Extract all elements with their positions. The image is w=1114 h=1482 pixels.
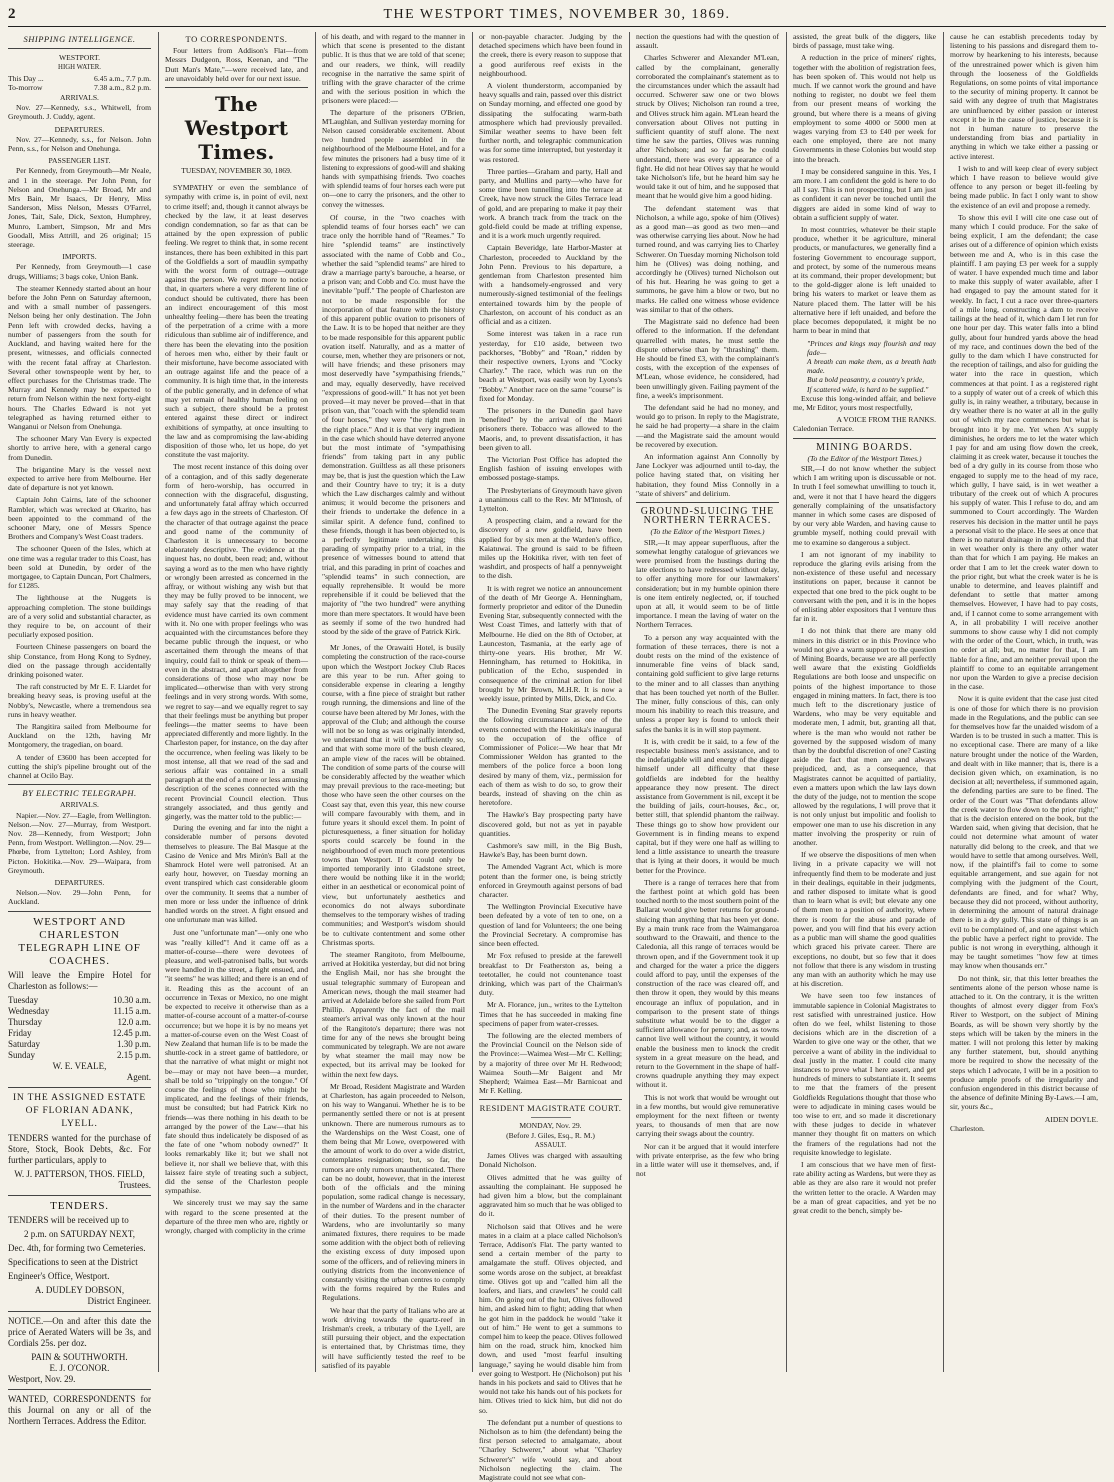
divider (8, 784, 151, 785)
court-para: Olives admitted that he was guilty of assaulting the complainant. He supposed he had given him a blow, but the complainant aggravated him so much that he was obliged to do it. (479, 1172, 622, 1219)
tenders-line: TENDERS will be received up to (8, 1214, 129, 1225)
shipping-para: The lighthouse at the Nuggets is approaching completion. The stone buildings are of a very solid and substantial character, as they require to be, on account of their peculiarly exposed position. (8, 593, 151, 640)
letter-para: I am not ignorant of my inability to reproduce the glaring evils arising from the non-existence of these useful and necessary institutions on paper, because it cannot be expected that one bred to the pick ought to be conversant with the pen, and it is in the hopes of enlisting abler expositors that I venture thus far in it. (793, 549, 936, 624)
court-para: The Magistrate said no defence had been offered to the information. If the defendant quarrelled with mates, he must settle the dispute otherwise than by "thrashing" them. He should be fined £3, with the complainant's costs, with the exception of the expenses of M'Lean, whose evidence, he considered, had been unwillingly given. Failing payment of the fine, a week's imprisonment. (636, 317, 779, 400)
passenger-label: PASSENGER LIST. (48, 156, 111, 166)
article-para: Of course, in the "two coaches with splendid teams of four horses each" we can trace only the horrible hand of "Reames." To hire "splendid teams" are instinctively associated with the name of Cobb and Co., whether the said "splendid teams" are hired to draw a marriage party's barouche, a hearse, or a prison van; and Cobb and Co. must have the inevitable "puff." The people of Charleston are not to be made responsible for the incorporation of that feature with the history of this apparent public ovation to prisoners of the Law. It is to be hoped that neither are they to be made responsible for this apparent public ovation itself. Naturally, and as a matter of course, men, whether they are prisoners or not, will have friends; and these prisoners may most deservedly have "sympathising friends," and may, equally deservedly, have received "expressions of good-will." It has not yet been proved—it may never be proved—that in that prison van, that "coach with the splendid team of four horses," they were "the right men in the right place." And it is that very ingredient in the case which should have deterred anyone but the most intimate of "sympathising friends" from taking part in any public demonstration. Guiltless as all these prisoners may be, that is just the question which the Law and their Country have to try; it is a duty which the Law discharges calmly and without animus; it would become the prisoners and their friends to undertake the defence in a similar spirit. A defence fund, confined to these friends, though it has been objected to, is a perfectly legitimate undertaking; this parading of sympathy prior to a trial, in the presence of witnesses bound to attend that trial, and this parading in print of coaches and "splendid teams" in such connection, are equally reprehensible. It would be more reprehensible if it could be believed that the majority of "the two hundred" were anything more than mere spectators. It would have been as seemly if some of the two hundred had stood by the side of the grave of Patrick Kirk. (322, 212, 465, 636)
letter-para: assisted, the great bulk of the diggers, like birds of passage, must take wing. (793, 32, 936, 51)
divider (479, 1099, 622, 1100)
divider (165, 87, 308, 88)
article-para: Captain Beveridge, late Harbor-Master at Charleston, proceeded to Auckland by the John Penn. Previous to his departure, a gentleman from Charleston presented him with a handsomely-engrossed and very numerously-signed testimonial of the feelings entertained towards him by the people of Charleston, on account of his conduct as an official and as a citizen. (479, 243, 622, 327)
column-rule (472, 32, 473, 1372)
aerated-firm: PAIN & SOUTHWORTH. (31, 1351, 128, 1362)
column-7 (950, 32, 1098, 1372)
letter-para: Excuse this long-winded affair, and believe me, Mr Editor, yours most respectfully, (793, 393, 936, 412)
court-para: The defendant said he had no money, and would go to prison. In reply to the Magistrate, he said he had property—a share in the claim—and the Magistrate said the amount would be recovered by execution. (636, 402, 779, 449)
coaches-signature: W. E. VEALE, (52, 1060, 107, 1071)
article-para: We hear that the party of Italians who are at work driving towards the quartz-reef in Irishman's creek, a tributary of the Lyell, are still pursuing their object, and the expectation is entertained that, by Christmas time, they will have sufficiently tested the reef to be satisfied of its payable (322, 1305, 465, 1370)
article-para: The Victorian Post Office has adopted the English fashion of issuing envelopes with embossed postage-stamps. (479, 454, 622, 483)
editorial-para: We sincerely trust we may say the same with regard to the scene presented at the departure of the three men who are, rightly or wrongly, charged with complicity in the crime (165, 1198, 308, 1235)
letter-place: Charleston. (950, 1123, 985, 1133)
article-para: of his death, and with regard to the manner in which that scene is presented to the distant public. It is thus that we are told of that scene; and our readers, we think, will readily recognise in the narrative the same spirit of trifling with the grave character of the crime and with the serious position in which the prisoners were placed:— (322, 32, 465, 106)
imports-label: IMPORTS. (62, 252, 97, 262)
letter-para: SIR,—I do not know whether the subject which I am writing upon is discussable or not. In truth I feel somewhat unwilling to touch it, and, were it not that I have heard the diggers generally complaining of the unsatisfactory manner in which some cases are disposed of by our very able Warden, and having cause to grumble myself, nothing could prevail with me to examine so dangerous a subject. (793, 463, 936, 547)
shipping-para: The schooner Mary Van Every is expected shortly to arrive here, with a general cargo from Dunedin. (8, 434, 151, 462)
article-para: Mr Broad, Resident Magistrate and Warden at Charleston, has again proceeded to Nelson, on his way to Wanganui. Whether he is to be permanently settled there or not is at present unknown. There are numerous rumours as to the Wardenships on the West Coast, one of them being that Mr Lowe, overpowered with the amount of work to do over a wide district, contemplates resignation; but, so far, the rumors are only rumors unauthenticated. There can be no doubt, however, that in the interest both of the officials and the mining population, some radical change is necessary, in the number of Wardens and in the character of their duties. To the present number of Wardens, who are involuntarily so many animated fixtures, there requires to be made some addition with the object both of relieving the existing excess of duty imposed upon some of the officers, and of relieving miners in outlying districts from the inconvenience of constantly visiting the urban centres to comply with the forms required by the Rules and Regulations. (322, 1081, 465, 1303)
verse-line: If scattered wide, is hard to be supplied." (807, 384, 929, 394)
coaches-role: Agent. (126, 1071, 151, 1082)
article-para: The Amended Vagrant Act, which is more potent than the former one, is being strictly enforced in Greymouth against persons of bad character. (479, 862, 622, 900)
aerated-body: NOTICE.—On and after this date the price of Aerated Waters will be 3s, and Cordials 25s. per doz. (8, 1315, 151, 1348)
telegraph-arrivals: Napier.—Nov. 27—Eagle, from Wellington. Nelson.—Nov. 27—Murray, from Westport. Nov. 28—Kennedy, from Westport; John Penn, from Westport. Wellington.—Nov. 29—Phœbe, from Lyttelton; Lord Ashley, from Picton. Hokitika.—Nov. 29—Waipara, from Greymouth. (8, 810, 151, 875)
article-para: The Presbyterians of Greymouth have given a unanimous call to the Rev. Mr M'Intosh, of Lyttelton. (479, 485, 622, 513)
court-before: (Before J. Giles, Esq., R. M.) (506, 1130, 595, 1140)
telegraph-heading: BY ELECTRIC TELEGRAPH. (22, 788, 137, 799)
court-para: Charles Schwerer and Alexander M'Lean, called by the complainant, generally corroborated the complainant's statement as to the circumstances under which the assault had occurred. Schwerer saw one or two blows struck by Olives; Nicholson ran round a tree, and Olives struck him again. M'Lean heard the conversation about Olives not putting in sufficient quantity of stuff alone. The next time he saw the parties, Olives was running after Nicholson; and so far as he could understand, there was every appearance of a fight. He did not hear Olives say that he would take Nicholson's life, but he heard him say he would take it out of him, and he supposed that meant that he would give him a good hiding. (636, 53, 779, 201)
verse-line: A breath can make them, as a breath hath made. (807, 356, 936, 376)
divider (793, 438, 936, 439)
tenders-ad-title: TENDERS. (50, 1199, 109, 1212)
article-para: The prisoners in the Dunedin gaol have "benefited" by the arrival of the Maori prisoners there. Tobacco was allowed to the Maoris, and, to prevent dissatisfaction, it has been given to all. (479, 405, 622, 452)
passenger-text: Per Kennedy, from Greymouth—Mr Neale, and 1 in the steerage. Per John Penn, for Nelson and Onehunga.—Mr Broad, Mr and Mrs Bain, Mr Isaacs, Dr Henry, Miss Sanderson, Miss Nelson, Messrs O'Farrel, Jones, Tait, Sale, Dick, Sexton, Humphrey, Munro, Lambert, Simpson, Mr and Mrs Goodall, Miss Attrill, and 26 original; 15 steerage. (8, 166, 151, 250)
tenders-signature: A. DUDLEY DOBSON, (34, 1284, 125, 1295)
column-rule (315, 32, 316, 1372)
table-row: Friday 12.45 p.m. (8, 1027, 151, 1038)
port-label: WESTPORT. (59, 53, 100, 63)
coaches-ad (8, 970, 151, 1083)
correspondents-text: Four letters from Addison's Flat—from Messrs Dudgeon, Ross, Keenan, and "The Dutt Man's Mate,"—were received late, and are unavoidably held over for our next issue. (165, 46, 308, 83)
letter-para: Nor can it be argued that it would interfere with private enterprise, as the few who bring in a little water will use it themselves, and, if not (636, 1141, 779, 1179)
letter-para: There is a range of terraces here that from the farthest point at which gold has been touched north to the most southern point of the Ballarat would give better returns for ground-sluicing than anything that has been yet done. By a main trunk race from the Waimangaroa southward to the Orawaiti, and thence to the Caledonia, all this range of terraces would be thrown open, and if the Government took it up and charged for the water a price the diggers could afford to pay, until the expenses of the construction of the race was cleared off, and then throw it open, they would by this means encourage an influx of population, and in comparison to the present state of things substitute what would be to the digger a sufficient allowance for penury; and, as towns cannot live well without the country, it would enable the business men to knock the credit system in a great measure on the head, and return to the Government in the shape of half-crowns quadruple anything they may expect without it. (636, 877, 779, 1090)
column-4 (479, 32, 622, 1482)
column-rule (629, 32, 630, 1372)
article-para: The Wellington Provincial Executive have been defeated by a vote of ten to one, on a question of land for Volunteers; the one being the Provincial Secretary. A compromise has since been effected. (479, 902, 622, 949)
divider (8, 48, 151, 49)
letter-signature: AIDEN DOYLE. (1044, 1114, 1098, 1124)
article-para: The following are the elected members of the Provincial Council on the Nelson side of the Province:—Waimea West—Mr C. Kelling; by a majority of three over Mr H. Redwood; Waimea South—Mr Baigent and Mr Shepherd; Waimea East—Mr Barnicoat and Mr F. Kelling. (479, 1030, 622, 1096)
masthead-title: THE WESTPORT TIMES, NOVEMBER 30, 1869. (383, 7, 731, 22)
table-row: Saturday 1.30 p.m. (8, 1038, 151, 1049)
article-para: The steamer Rangitoto, from Melbourne, arrived at Hokitika yesterday, but did not bring the English Mail, nor has she brought the usual telegraphic summary of European and American news, though the mail steamer had arrived at Adelaide before she sailed from Port Phillip. Apparently the fact of the mail steamer's arrival was only known at the hour of the Rangitoto's departure; there was not time for any of the news she brought being communicated by telegraph. We are not aware by what steamer the mail may now be expected, but its arrival may be looked for within the next few days. (322, 949, 465, 1079)
coaches-intro: Will leave the Empire Hotel for Charleston as follows:— (8, 969, 151, 991)
letter-para: I do not think that there are many old miners in this district or in this Province who would not give a warm support to the question of Mining Boards, because we are all perfectly well aware that the existing Goldfields Regulations are both loose and unspecific on points of the highest importance to those engaged in mining matters. In fact, there is too much left to the discretionary justice of Wardens, who may be very equitable and moderate men, I admit, but, granting all that, where is the man who would not rather be governed by the supposed wisdom of many than by the doubtful discretion of one? Casting aside the fact that men are and always prejudiced, and, as a consequence, that Magistrates cannot be acquitted of partiality, even a matters upon which the law lays down the duty of the judge, not to mention the scope allowed by the regulations, I will prove that it is not only unjust but impolitic and foolish to empower one man to use his discretion in any matter involving the prosperity or ruin of another. (793, 626, 936, 848)
letter-para: SIR,—It may appear superfluous, after the somewhat lengthy catalogue of grievances we were promised from the hustings during the late elections to have redressed without delay, to offer anything more for our lawmakers' consideration; but in my humble opinion there is one item entirely neglected, or, if touched upon at all, it would seem to be of little importance. I mean the laving of water on the Northern Terraces. (636, 537, 779, 630)
letter-heading: GROUND-SLUICING THE NORTHERN TERRACES. (640, 505, 775, 527)
letter-para: I am conscious that we have men of first-rate ability acting as Wardens, but were they as able as they are also rare it would not prefer the written letter to the oracle. A Warden may be a man of great capacities, and yet be no great credit to the bench, simply be- (793, 1159, 936, 1215)
shipping-para: The steamer Kennedy started about an hour before the John Penn on Saturday afternoon, and with a small number of passengers. Nelson being her only destination. The John Penn left with crowded decks, having a number of passengers from the south for Auckland, and having waited here for the present, witnesses, and officials connected with the recent fatal affray at Charleston. Several other townspeople went by her, to effect purchases for the Christmas trade. The Murray and Kennedy may be expected to return from Nelson within the next forty-eight hours. The Charles Edward is not yet telegraphed as having returned either to Wanganui or Nelson from Onehunga. (8, 283, 151, 431)
wanted-body: WANTED, CORRESPONDENTS for this Journal on any or all of the Northern Terraces. Address the Editor. (8, 1393, 151, 1426)
letter-para: We have seen too few instances of immutable sapience in Colonial Magistrates to rest satisfied with unrestrained justice. How often do we feel, whilst listening to those decisions which are in the discretion of a Warden to give one way or the other, that we perceive a want of ability in the individual to deal justly in the matter. I could cite many instances to prove what I here assert, and get hundreds of miners to substantiate it. It seems to me that the framers of the present Goldfields Regulations thought that those who were to adjudicate in mining cases would be too wise to err, and so made it discretionary with these judges to decide in whatever manner they thought fit on matters on which the framers of the regulations had not the requisite knowledge to legislate. (793, 991, 936, 1157)
article-para: Mr Fox refused to preside at the farewell breakfast to Dr Featherston as, being a teetotaller, he could not countenance toast drinking, which was part of the Chairman's duty. (479, 951, 622, 998)
high-water-label: HIGH WATER. (58, 64, 101, 72)
table-row: Tuesday 10.30 a.m. (8, 994, 151, 1005)
letter-para: To a person any way acquainted with the formation of these terraces, there is not a doubt rests on the mind of the existence of innumerable fine veins of black sand, containing gold sufficient to give large returns to the miner and to all classes than anything that has been touched yet north of the Buller. The miner, fully conscious of this, can only mourn his inability to reach this treasure, and unless a proper key is found to unlock their safes the banks it is in will stop payment. (636, 632, 779, 734)
article-para: Some interest was taken in a race run yesterday, for £10 aside, between two packhorses, "Bobby" and "Roan," ridden by their respective owners, Lyons and "Cocky Charley." The race, which was run on the beach at Westport, was easily won by Lyons's "Bobby." Another race on the same "course" is fixed for Monday. (479, 329, 622, 403)
estate-ad-title: IN THE ASSIGNED ESTATE OF FLORIAN ADANK, LYELL. (12, 1092, 147, 1129)
telegraph-departures-label: DEPARTURES. (54, 878, 105, 888)
letter-para: I wish to and will keep clear of every subject which I have reason to believe would give offence to any person or beget ill-feeling by being made public. In fact I only want to show the existence of an evil and propose a remedy. (950, 163, 1098, 210)
shipping-para: The brigantine Mary is the vessel next expected to arrive here from Melbourne. Her date of departure is not yet known. (8, 464, 151, 493)
coaches-ad-title: WESTPORT AND CHARLESTON TELEGRAPH LINE OF COACHES. (18, 915, 141, 967)
article-para: The Dunedin Evening Star gravely reports the following circumstance as one of the events connected with the Hokitika's inaugural to the occupation of the office of Commissioner of Police:—We hear that Mr Commissioner Weldon has granted to the members of the police force a boon long desired by many of them, viz., permission for each of them as wish to do so, to grow their beards, instead of shaving on the chin as heretofore. (479, 706, 622, 808)
court-para: The defendant statement was that Nicholson, a while ago, spoke of him (Olives) as a good man—as good as two men—and was otherwise carrying lies about. Now he had turned round, and was carrying lies to Charley Schwerer. On Tuesday morning Nicholson told him he (Olives) was doing nothing, and accordingly he (Olives) turned Nicholson out of his hut. Hearing he was going to get a summons, he gave him a blow or two, but no marks. He called one witness whose evidence was similar to that of the others. (636, 203, 780, 314)
divider (374, 639, 414, 640)
letter-signature: A VOICE FROM THE RANKS. (836, 415, 936, 425)
departures-text: Nov. 27—Kennedy, s.s., for Nelson. John Penn, s.s., for Nelson and Onehunga. (8, 134, 151, 154)
estate-role: Trustees. (118, 1179, 151, 1190)
court-date: MONDAY, Nov. 29. (519, 1120, 582, 1130)
letter-para: A reduction in the price of miners' rights, together with the abolition of registration fees, has been spoken of. This would not help us much. If we cannot work the ground and have nothing to register, no doubt we feel them from our present means of working the ground, but where there is a means of giving employment to some 4000 or 5000 men at wages varying from £3 to £40 per week for each one employed, there are not many Governments in these Colonies but would step into the breach. (793, 53, 936, 164)
estate-body: TENDERS wanted for the purchase of Store, Stock, Book Debts, &c. For further particulars, apply to (8, 1132, 151, 1165)
telegraph-departures: Nelson.—Nov. 29—John Penn, for Auckland. (8, 888, 151, 907)
tenders-ad (8, 1215, 151, 1307)
table-row: This Day ... 6.45 a.m., 7.7 p.m. (8, 73, 151, 83)
verse-quote (793, 339, 936, 394)
telegraph-arrivals-label: ARRIVALS. (60, 800, 99, 810)
divider (8, 1311, 151, 1312)
column-1 (8, 32, 151, 1426)
tenders-line: Engineer's Office, Westport. (8, 1270, 110, 1281)
divider (8, 911, 151, 912)
column-6 (793, 32, 936, 1372)
aerated-dateline: Westport, Nov. 29. (8, 1373, 76, 1384)
coach-schedule (8, 995, 151, 1061)
article-para: A prospecting claim, and a reward for the discovery of a new goldfield, have been applied for by six men at the Warden's office, Kaiatuwai. The ground is said to be fifteen miles up the Hokitika river, with ten feet of washdirt, and prospects of half a pennyweight to the dish. (479, 516, 622, 581)
court-para: An information against Ann Connolly by Jane Lockyer was adjourned until to-day, the police having stated that, on visiting her habitation, they found Miss Connolly in a "state of shivers" and delirium. (636, 451, 779, 498)
shipping-para: The Rangitira sailed from Melbourne for Auckland on the 12th, having Mr Montgomery, the tragedian, on board. (8, 722, 151, 750)
editorial-para: Just one "unfortunate man"—only one who was "really killed"! And it came off as a matter-of-course—there were devotees of pleasure, and well-patronised balls, but words were handled in the street, a fight ensued, and "it seems" he was killed; and there is an end of it. Reading this as the account of an occurrence in Texas or Mexico, no one might be expected to receive it otherwise than as a matter-of-course account of a matter-of-course occurrence; but we hope it is by no means yet a matter-of-course even on the West Coast of New Zealand that human life is to be made the shuttle-cock in a street game of battledore, or that the narrative of what might or might not be—may or may not have been—a murder, shall be told so "trippingly on the tongue." Of course the feelings of those who might be implicated, and the feelings of their friends, must be consulted; but had Patrick Kirk no friends—was there nothing in his death to be arranged by the power of the Law—that his fate should thus indelicately be disposed of as the fate of one "whom nobody owned?" It looks remarkably like it; but we shall not believe it, nor shall we believe that, with this laissez faire style of treating such a subject, did the sense of the Charleston people sympathise. (165, 928, 308, 1196)
column-rule (158, 32, 159, 1372)
editorial-para: SYMPATHY or even the semblance of sympathy with crime is, in point of evil, next to crime itself; and, though it cannot always be checked by the law, it at least deserves condign condemnation, so far as that can be attained by the open expression of public feeling. We regret to think that, in some recent instances, there has been exhibited in this part of the Goldfields a sort of maudlin sympathy with the worst form of outrage—outrage against the person. We regret more to notice that, in quarters where a very different line of conduct should be cultivated, there has been an indirect encouragement of this most unhealthy feeling—there has been the treating of the perpetration of a crime with a more ridiculous than sublime air of indifference, and there has been the elevating into the position of heroes men who, either by their fault or their misfortune, have become associated with an outrage against life and the peace of a community. It is high time that, in the interests of the public generally, and in defence of what may yet remain of healthy human feeling on such a subject, there should be a protest entered against these direct or indirect exhibitions of sympathy, at once insulting to the law and as compromising the law-abiding disposition of those who, let us hope, do yet constitute the vast majority. (165, 183, 308, 460)
letter-para: This is not work that would be wrought out in a few months, but would give remunerative employment for the next fifteen or twenty years, to thousands of men that are now carrying their swags about the country. (636, 1092, 779, 1139)
divider (636, 502, 779, 503)
shipping-para: The raft constructed by Mr E. F. Liardet for breaking heavy seas, is proving useful at the Nobby's, Newcastle, where a tremendous sea runs in heavy weather. (8, 682, 151, 719)
letter-para: I may be considered sanguine in this. Yes, I am more. I am confident the gold is here to do all I say. This is not prospecting, but I am just as confident it can never be touched until the diggers are aided in some kind of way to obtain a sufficient supply of water. (793, 166, 936, 222)
correspondents-heading: TO CORRESPONDENTS. (185, 34, 288, 44)
letter-para: cause he can establish precedents today by listening to his passions and disregard them to-morrow by hearkening to his interests, because of the unrestrained power which is given him through the looseness of the Goldfields Regulations, on some points of vital importance to the security of mining property. It cannot be said with any degree of truth that Magistrates are uninfluenced by either passion or interest except it be in the cause of justice, because it is not in human nature to preserve the understanding from bias and partiality in anything in which we take either a passing or active interest. (950, 32, 1098, 161)
column-2 (165, 32, 308, 1372)
page-masthead (8, 6, 1106, 27)
newspaper-page (8, 6, 1106, 1482)
divider (217, 179, 257, 180)
aerated-ad (8, 1316, 151, 1385)
letter-place: Caledonian Terrace. (793, 424, 854, 434)
departures-label: DEPARTURES. (54, 124, 105, 134)
article-quote: The departure of the prisoners O'Brien, M'Laughlan, and Sullivan yesterday morning for Nelson caused considerable excitement. About two hundred people assembled in the neighbourhood of the Melbourne Hotel, and for a few minutes the prisoners had a busy time of it listening to expressions of good-will and shaking hands with sympathising friends. Two coaches with splendid teams of four horses each were put on—one to carry the prisoners, and the other to convey the witnesses. (322, 108, 465, 209)
tenders-line: 2 p.m. on SATURDAY NEXT, (24, 1228, 135, 1239)
letter-para: Do not think, sir, that this letter breathes the sentiments alone of the person whose name is attached to it. On the contrary, it is the written thoughts of almost every digger from Fox's River to Westport, on the subject of Mining Boards, as will be shown very shortly by the steps which will be taken by the miners in the matter. I will not prolong this letter by making any further statement, but, should anything more be required to show the necessity of the steps which I advocate, I will be in a position to produce ample proofs of the irregularity and confusion engendered in this district because of the absence of definite Mining By-Laws.—I am, sir, yours &c., (950, 973, 1098, 1112)
arrivals-label: ARRIVALS. (60, 93, 99, 103)
column-3 (322, 32, 465, 1372)
editorial-dateline: TUESDAY, NOVEMBER 30, 1869. (181, 166, 292, 176)
column-rule (786, 32, 787, 1372)
column-rule (943, 32, 944, 1372)
shipping-para: The schooner Queen of the Isles, which at one time was a regular trader to this Coast, has been sold at Dunedin, by order of the mortgagee, to Captain Duncan, Port Chalmers, for £1285. (8, 544, 151, 591)
shipping-para: Fourteen Chinese passengers on board the ship Constance, from Hong Kong to Sydney, died on the passage through accidentally drinking poisoned water. (8, 642, 151, 679)
table-row: Sunday 2.15 p.m. (8, 1049, 151, 1060)
estate-ad (8, 1133, 151, 1191)
wanted-ad (8, 1394, 151, 1427)
estate-names: W. J. PATTERSON, THOS. FIELD, (14, 1168, 145, 1179)
column-5 (636, 32, 779, 1372)
page-number: 2 (8, 6, 16, 22)
shipping-para: Captain John Cairns, late of the schooner Rambler, which was wrecked at Okarito, has been appointed to the command of the schooner Mary, one of Messrs Spence Brothers and Company's West Coast traders. (8, 495, 151, 542)
newspaper-nameplate: The Westport Times. (184, 92, 289, 165)
article-para: Mr Jones, of the Orawaiti Hotel, is busily completing the construction of the race-course upon which the Westport Jockey Club Races are this year to be run. After going to considerable expense in clearing a lengthy course, with a fine piece of straight but rather rough running, the dimensions and line of the course have been altered by Mr Jones, with the approval of the Club; and although the course will not be so long as was originally intended, we understand that it will be sufficiently so, and that with some more of the bush cleared, an ample view of the races will be obtained. The condition of some parts of the course will be considerably affected by the weather which may prevail previous to the race-meeting; but those who have seen the other courses on the Coast say that, even this year, this new course will compare favourably with them, and in future years it should excel them. In point of picturesqueness, a finer situation for holiday sports could scarcely be found in the neighbourhood of even much more pretentious towns than Westport. If it could only be imported temporarily into Gladstone street, there would be nothing like it in the world; either in an aesthetical or economical point of view, but unfortunately aesthetics and economics do not always subordinate themselves to the temporary wishes of trading communities; and Westport's wisdom should be to cultivate contentment and some other Christmas sports. (322, 643, 465, 947)
letter-para: To show this evil I will cite one case out of many which I could produce. For the sake of being explicit, I am the defendant; the case arises out of a difference of opinion which exists between me and A, who is in this case the plaintiff. I am paying £3 per week for a supply of water. I have expended much time and labor to make this supply of water available, after I had engaged to pay the amount stated for it weekly. In fact, I cut a race over three-quarters of a mile long, constructing a dam to receive tailings at the head of it, which dam I let run for one hour per day. This water falls into a blind gully, about four hundred yards above the head of my race, and continues down the bed of the gully to the dam which I have constructed for the reception of tailings, and also for guiding the water into the race in question, which commences at that point. I as a registered right to a supply of water out of a creek of which this gully is, in rainy weather, a tributary, because in dry weather there is no water at all in the gully out of which my race commences but what is brought into it by me. Yet when A's supply diminishes, he orders me to let the water which I pay for and am using flow down the creek, claiming it as creek water, because it touches the bed of a dry gully in its course from those who engaged to supply me to the head of my race, which gully, I have said, is in wet weather a tributary of the creek out of which A procures his supply of water. This I refuse to do, and am summoned to Court accordingly. The Warden reserves his decision in the matter until he pays a personal visit to the place. He sees at once that there is no natural drainage in the gully, and that in wet weather only is there any other water than that for which I am paying. He makes an order that I am to let the creek water down to the prior right, but what the creek water is he is unable to determine, and leaves plaintiff and defendant to settle that matter among themselves. However, I have had to pay costs, and, if I cannot come to some arrangement with A, in all probability I will receive another summons to show cause why I did not comply with the order of the Court, which, in truth, was no order at all; but, no matter for that, I am liable for a fine, and am neither prevail upon the plaintiff to come to an equitable arrangement nor upon the Warden to give a precise decision in the case. (950, 212, 1098, 692)
assault-label: ASSAULT. (534, 1141, 567, 1149)
letter-para: It is, with credit be it said, to a few of the respectable business men's assistance, and to the indefatigable will and energy of the digger himself under all difficulty that these goldfields are indebted for the healthy appearance they now present. The direct assistance from Government is nil, except it be the building of jails, court-houses, &c., or, better still, that splendid phantom the railway. These things go to show how provident our Government is in finding means to expend capital, but if they were one half as willing to lend a little assistance to unearth the treasure that is lying at their doors, it would be much better for the Province. (636, 736, 779, 875)
court-para: Nicholson said that Olives and he were mates in a claim at a place called Nicholson's Terrace, Addison's Flat. The party wanted to send a certain member of the party to amalgamate the stuff. Olives objected, and some words arose on the subject, at breakfast time. Olives got up and "called him all the loafers, and liars, and crawlers" he could call him. On going out of the hut, Olives followed him, and asked him to fight; adding that when he got him in the paddock he would "take it out of him." He went to get a summons to compel him to keep the peace. Olives followed him on the road, struck him, knocked him down, and used "most fearful insulting language," saying he would disable him from ever going to Westport. He (Nicholson) put his hands in his pockets and said to Olives that he would not take his hands out of his pockets for him. Olives tried to kick him, but did not do so. (479, 1221, 622, 1415)
aerated-agent: E. J. O'CONOR. (49, 1362, 110, 1373)
verse-line: "Princes and kings may flourish and may fade— (807, 338, 936, 357)
high-water-table (8, 74, 151, 92)
article-para: Mr A. Florance, jun., writes to the Lyttelton Times that he has succeeded in making fine specimens of paper from water-cresses. (479, 1000, 622, 1028)
table-row: Thursday 12.0 a.m. (8, 1016, 151, 1027)
mining-addressee: (To the Editor of the Westport Times.) (807, 453, 922, 463)
editorial-quote: During the evening and far into the night a considerable number of persons devoted themselves to pleasure. The Bal Masque at the Casino de Venice and Mrs Mirón's Ball at the Shamrock Hotel were well patronised. At an early hour, however, on Tuesday morning an event transpired which cast considerable gloom over the community. It seems that a number of men more or less under the influence of drink handled words on the street. A fight ensued and one unfortunate man was killed. (165, 824, 308, 925)
verse-line: But a bold peasantry, a country's pride, (807, 375, 924, 385)
article-para: It is with regret we notice an announcement of the death of Mr George A. Henningham, formerly proprietor and editor of the Dunedin Evening Star, subsequently connected with the West Coast Times, and latterly with that of Melbourne. He died on the 8th of October, at Launceston, Tasmania, at the early age of thirty-one years. His brother, Mr W. Henningham, has returned to Hokitika, in publication of the Echo, suspended in consequence of the criminal action for libel brought by Mr Brown, M.H.R. It is now a weekly issue, printed by Mills, Dick, and Co. (479, 583, 622, 704)
article-para: A violent thunderstorm, accompanied by heavy squalls and rain, passed over this district on Sunday morning, and effected one good by dissipating the sulfocating warm-bath atmosphere which had previously prevailed. Similar weather seems to have been felt further north, and telegraphic communication was for some time interrupted, but yesterday it was restored. (479, 81, 622, 164)
mining-heading: MINING BOARDS. (816, 441, 913, 453)
article-para: The Hawke's Bay prospecting party have discovered gold, but not as yet in payable quantities. (479, 810, 622, 838)
letter-addressee: (To the Editor of the Westport Times.) (650, 527, 765, 537)
columns (8, 32, 1106, 1482)
arrivals-text: Nov. 27—Kennedy, s.s., Whitwell, from Greymouth. J. Cuddy, agent. (8, 103, 151, 122)
court-heading: RESIDENT MAGISTRATE COURT. (479, 1103, 622, 1114)
court-para: The defendant put a number of questions to Nicholson as to him (the defendant) being the first person selected to amalgamate, about "Charley Schwerer," about what "Charley Schwerer's" wife would say, and about Nicholson neglecting the claim. The Magistrate could not see what con- (479, 1417, 622, 1482)
imports-text: Per Kennedy, from Greymouth—1 case drugs, Williams; 3 bags coke, Union Bank. (8, 262, 151, 281)
article-para: or non-payable character. Judging by the detached specimens which have been found in the creek, there is every reason to suppose that a good auriferous reef exists in the neighbourhood. (479, 32, 622, 78)
court-para: James Olives was charged with assaulting Donald Nicholson. (479, 1151, 622, 1170)
divider (8, 1389, 151, 1390)
table-row: Wednesday 11.15 a.m. (8, 1005, 151, 1016)
tenders-line: Dec. 4th, for forming two Cemeteries. (8, 1242, 146, 1253)
tenders-role: District Engineer. (87, 1295, 151, 1306)
court-para: nection the questions had with the question of assault. (636, 32, 779, 51)
article-para: Cashmore's saw mill, in the Big Bush, Hawke's Bay, has been burnt down. (479, 841, 622, 860)
shipping-para: A tender of £3600 has been accepted for cutting the ship's pipeline brought out of the channel at Ocilo Bay. (8, 752, 151, 781)
divider (531, 1117, 571, 1118)
divider (8, 1087, 151, 1088)
shipping-heading: SHIPPING INTELLIGENCE. (23, 34, 136, 44)
editorial-para: The most recent instance of this doing over of a contagion, and of this sadly degenerate form of hero-worship, has occurred in connection with the disgraceful, disgusting, and unfortunately fatal affray which occurred a few days ago in the streets of Charleston. Of the character of that outrage against the peace and good name of the community of Charleston it is unnecessary to become elaborately descriptive. The evidence at the inquest has, no doubt, been read; and, without saying a word as to the men who have rightly or wrongly been arrested as concerned in the affray, or without wishing any wish but that they may be fully proved to be innocent, we may safely say that the reading of that evidence must have carried its own comment with it. No one with proper feelings who was acquainted with the circumstances before they became public through the inquest, or who ascertained them through the means of that inquiry, could fail to think or speak of them—even in the abstract, and apart altogether from considerations of those who may now be implicated—otherwise than with very strong feelings and in very strong words. With some, we regret to say—and we equally regret to say that their feelings must be anything but proper feelings—the matter seems to have been appreciated differently and more lightly. In the Charleston paper, for instance, on the day after the occurrence, when feeling was likely to be most intense, all that we read of the sad and serious affair was contained in a small paragraph at the end of a more or less amusing description of the scenes connected with the recent Provincial Council election. Thus strangely associated, and thus gently and gingerly, was the matter told to the public:— (165, 462, 308, 822)
letter-para: If we observe the dispositions of men when living in a private capacity we will not infrequently find them to be moderate and just in their dealings, equitable in their judgments, and rather disposed to imitate what is good than to learn what is evil; but elevate any one of them men to a position of authority, where there is room for the abuse and parade of power, and you will find that his every action as a public man will shame the good qualities which graced his private career. There are exceptions, no doubt, but so few that it does not follow that there is any wisdom in trusting any man with an authority which he may use at his discretion. (793, 850, 936, 989)
article-para: Three parties—Graham and party, Hall and party, and Mullins and party—who have for some time been tunnelling into the terrace at Creek, have now struck the Giles Terrace lead of gold, and are preparing to make it pay their work. A branch track from the track on the gold-field could be made at trifling expense, and it is a work much urgently required. (479, 166, 622, 241)
letter-para: In most countries, whatever be their staple produce, whether it be agriculture, mineral products, or manufactures, we generally find a fostering Government to encourage support, and protect, by some of the numerous means at its command, their proper development; but to the gold-digger alone is left unaided to bring his waters to market or leave them as Nature placed them. The latter will be his alternative here if left unaided, and before the place becomes depopulated, it might be no harm to bear in mind that (793, 225, 936, 336)
divider (8, 1195, 151, 1196)
letter-para: Now it is quite evident that the case just cited is one of those for which there is no provision made in the Regulations, and the public can see for themselves how far the unaided wisdom of a Warden is to be trusted in such a matter. This is no exceptional case. There are many of a like nature brought under the notice of the Warden, and dealt with in like manner; that is, there is a decision given which, on examination, is no decision at all; nevertheless, if summoned again, the defending parties are sure to be fined. The order of the Court was "That defendants allow the creek water to flow down to the prior right;" that is the decision entered on the book, but the Warden said, when giving that decision, that he could not determine what amount of water naturally did belong to the creek, and that we would have to settle that among ourselves. Well, now, if the plaintiff's fail to come to some equitable arrangement, and sue again for not complying with the judgment of the Court, defendants are fined, and for what? Why, because they did not proceed, without authority, in determining the amount of natural drainage there is in a dry gully. This state of things is an evil to be complained of, and one against which the public have a perfect right to provide. The public is not wrong in everything, although it may be taught sometimes "how few at times may know when thousands err." (950, 694, 1098, 971)
tenders-line: Specifications to seen at the District (8, 1256, 138, 1267)
table-row: To-morrow 7.38 a.m., 8.2 p.m. (8, 82, 151, 92)
